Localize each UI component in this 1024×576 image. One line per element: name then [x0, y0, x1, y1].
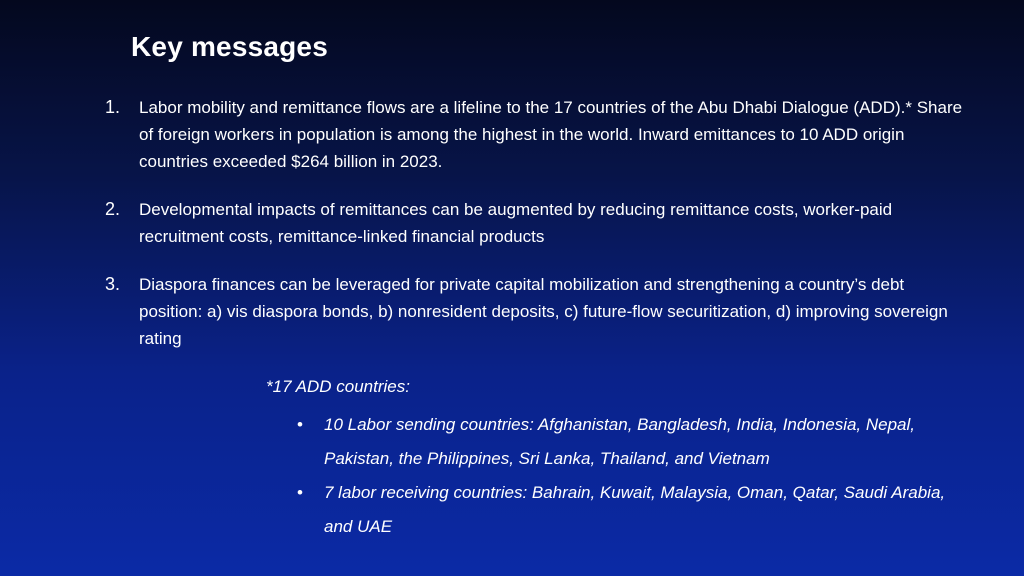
message-number: 1. [105, 97, 121, 117]
message-text: Labor mobility and remittance flows are a lifeline to the 17 countries of the Abu Dhabi Dialogue (ADD).* Share of foreign workers in population is among the highest in the world. Inward emittances to 10 ADD origin countries exceeded $264 billion in 2023. [139, 98, 963, 171]
message-number: 2. [105, 199, 121, 219]
footnote-item [266, 408, 966, 476]
footnote-item [266, 476, 966, 544]
bullet-icon: • [297, 415, 303, 434]
message-text: Developmental impacts of remittances can be augmented by reducing remittance costs, worker-paid recruitment costs, remittance-linked financial products [139, 200, 893, 246]
slide-title: Key messages [131, 31, 328, 62]
footnote-item-text: 7 labor receiving countries: Bahrain, Kuwait, Malaysia, Oman, Qatar, Saudi Arabia, and UAE [324, 483, 946, 536]
footnote-list [266, 408, 966, 544]
bullet-icon: • [297, 483, 303, 502]
message-number: 3. [105, 274, 121, 294]
footnote [266, 374, 966, 544]
message-item [104, 196, 964, 250]
footnote-heading: *17 ADD countries: [266, 377, 410, 396]
footnote-item-text: 10 Labor sending countries: Afghanistan, Bangladesh, India, Indonesia, Nepal, Pakistan, the Philippines, Sri Lanka, Thailand, and Vietnam [324, 415, 916, 468]
message-item [104, 271, 964, 352]
message-text: Diaspora finances can be leveraged for private capital mobilization and strengthening a country’s debt position: a) vis diaspora bonds, b) nonresident deposits, c) future-flow securitization, d) improving sovereign rating [139, 275, 948, 348]
message-item [104, 94, 964, 175]
key-messages-list [104, 94, 964, 352]
